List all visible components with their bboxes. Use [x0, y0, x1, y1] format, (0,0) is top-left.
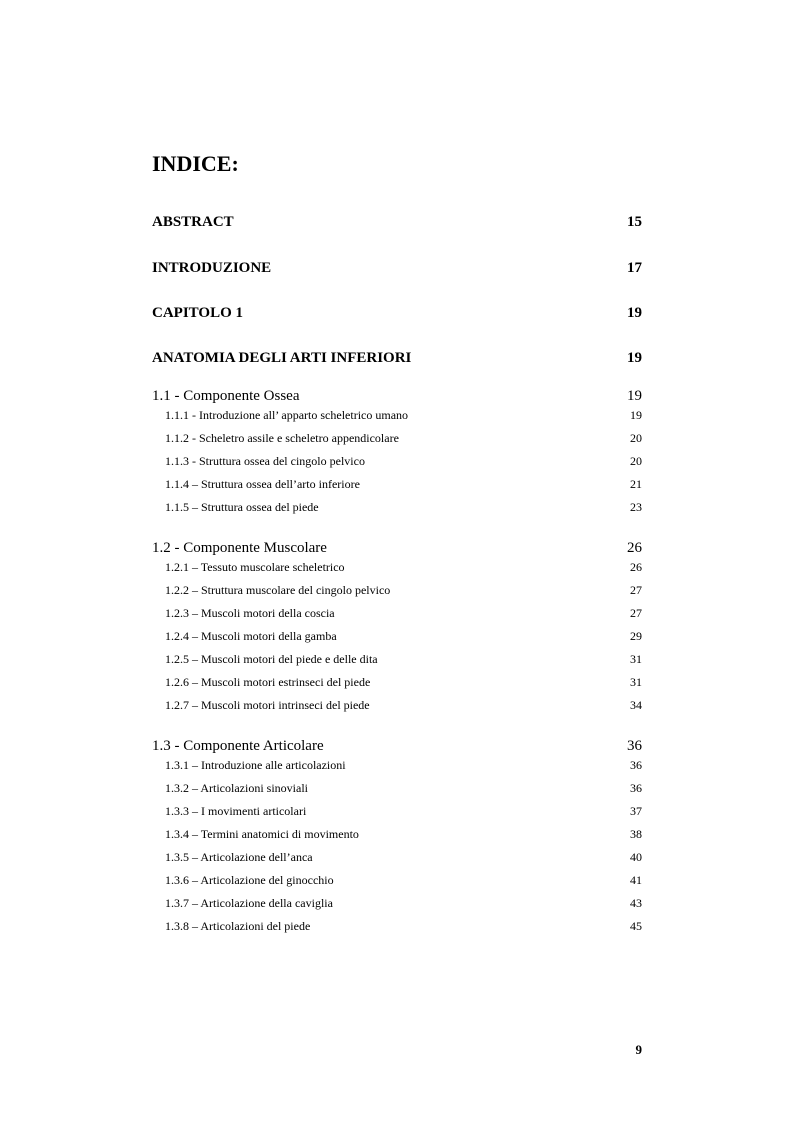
toc-entry-page: 31 — [630, 675, 642, 689]
toc-entry-page: 15 — [627, 214, 642, 230]
toc-subentry — [165, 697, 642, 713]
toc-heading: INDICE: — [152, 151, 239, 176]
toc-entry-label: 1.3.2 – Articolazioni sinoviali — [165, 781, 308, 795]
toc-subentry — [165, 430, 642, 446]
toc-entry-major — [152, 258, 642, 278]
toc-entry-label: 1.2.3 – Muscoli motori della coscia — [165, 606, 335, 620]
toc-entry-label: 1.2.6 – Muscoli motori estrinseci del piede — [165, 675, 371, 689]
toc-subentry — [165, 803, 642, 819]
toc-section-entry — [152, 386, 642, 406]
toc-entry-label: 1.1 - Componente Ossea — [152, 388, 300, 404]
toc-entry-page: 20 — [630, 454, 642, 468]
toc-subentry — [165, 780, 642, 796]
toc-entry-page: 19 — [627, 350, 642, 366]
toc-entry-label: 1.2.7 – Muscoli motori intrinseci del piede — [165, 698, 370, 712]
toc-entry-page: 27 — [630, 583, 642, 597]
toc-entry-page: 36 — [630, 758, 642, 772]
toc-entry-page: 23 — [630, 500, 642, 514]
toc-entry-page: 36 — [627, 738, 642, 754]
toc-entry-label: 1.3.1 – Introduzione alle articolazioni — [165, 758, 346, 772]
toc-section-entry — [152, 736, 642, 756]
toc-entry-label: 1.1.5 – Struttura ossea del piede — [165, 500, 319, 514]
toc-entry-page: 34 — [630, 698, 642, 712]
toc-subentry — [165, 582, 642, 598]
toc-subentry — [165, 674, 642, 690]
toc-entry-label: 1.1.2 - Scheletro assile e scheletro appendicolare — [165, 431, 399, 445]
toc-entry-page: 43 — [630, 896, 642, 910]
toc-entry-page: 29 — [630, 629, 642, 643]
toc-entry-label: ABSTRACT — [152, 214, 234, 230]
toc-entry-label: 1.2.1 – Tessuto muscolare scheletrico — [165, 560, 345, 574]
toc-subentry — [165, 499, 642, 515]
toc-entry-page: 20 — [630, 431, 642, 445]
toc-entry-label: 1.1.1 - Introduzione all’ apparto scheletrico umano — [165, 408, 409, 422]
toc-subentry — [165, 476, 642, 492]
toc-entry-label: CAPITOLO 1 — [152, 305, 243, 321]
toc-entry-label: 1.1.4 – Struttura ossea dell’arto inferiore — [165, 477, 360, 491]
toc-entry-label: 1.3.3 – I movimenti articolari — [165, 804, 307, 818]
toc-entry-major — [152, 348, 642, 368]
toc-subentry — [165, 407, 642, 423]
toc-entry-page: 40 — [630, 850, 642, 864]
toc-entry-label: INTRODUZIONE — [152, 260, 272, 276]
toc-entry-page: 38 — [630, 827, 642, 841]
toc-entry-page: 31 — [630, 652, 642, 666]
toc-entry-page: 37 — [630, 804, 642, 818]
toc-subentry — [165, 826, 642, 842]
toc-entry-label: ANATOMIA DEGLI ARTI INFERIORI — [152, 350, 412, 366]
toc-entry-label: 1.3.7 – Articolazione della caviglia — [165, 896, 333, 910]
toc-entry-page: 27 — [630, 606, 642, 620]
toc-entry-page: 41 — [630, 873, 642, 887]
toc-subentry — [165, 453, 642, 469]
toc-subentry — [165, 895, 642, 911]
toc-subentry — [165, 628, 642, 644]
toc-entry-page: 21 — [630, 477, 642, 491]
page-number: 9 — [635, 1042, 642, 1057]
toc-entry-label: 1.3.6 – Articolazione del ginocchio — [165, 873, 334, 887]
toc-entry-label: 1.2 - Componente Muscolare — [152, 540, 327, 556]
toc-subentry — [165, 872, 642, 888]
toc-entry-label: 1.2.2 – Struttura muscolare del cingolo pelvico — [165, 583, 391, 597]
toc-entry-page: 26 — [630, 560, 642, 574]
toc-entry-page: 45 — [630, 919, 642, 933]
toc-entry-page: 19 — [627, 305, 642, 321]
toc-subentry — [165, 651, 642, 667]
toc-subentry — [165, 918, 642, 934]
toc-entry-label: 1.3 - Componente Articolare — [152, 738, 324, 754]
toc-entry-label: 1.1.3 - Struttura ossea del cingolo pelvico — [165, 454, 365, 468]
toc-entry-label: 1.3.5 – Articolazione dell’anca — [165, 850, 313, 864]
toc-subentry — [165, 849, 642, 865]
toc-entry-label: 1.3.8 – Articolazioni del piede — [165, 919, 311, 933]
toc-entry-major — [152, 212, 642, 232]
toc-subentry — [165, 605, 642, 621]
toc-entry-major — [152, 303, 642, 323]
toc-entry-page: 19 — [630, 408, 642, 422]
toc-subentry — [165, 757, 642, 773]
toc-entry-label: 1.2.5 – Muscoli motori del piede e delle dita — [165, 652, 378, 666]
toc-entry-label: 1.2.4 – Muscoli motori della gamba — [165, 629, 337, 643]
toc-entry-page: 19 — [627, 388, 642, 404]
toc-subentry — [165, 559, 642, 575]
toc-entry-page: 17 — [627, 260, 642, 276]
toc-entry-label: 1.3.4 – Termini anatomici di movimento — [165, 827, 359, 841]
toc-entry-page: 36 — [630, 781, 642, 795]
toc-section-entry — [152, 538, 642, 558]
toc-entry-page: 26 — [627, 540, 642, 556]
